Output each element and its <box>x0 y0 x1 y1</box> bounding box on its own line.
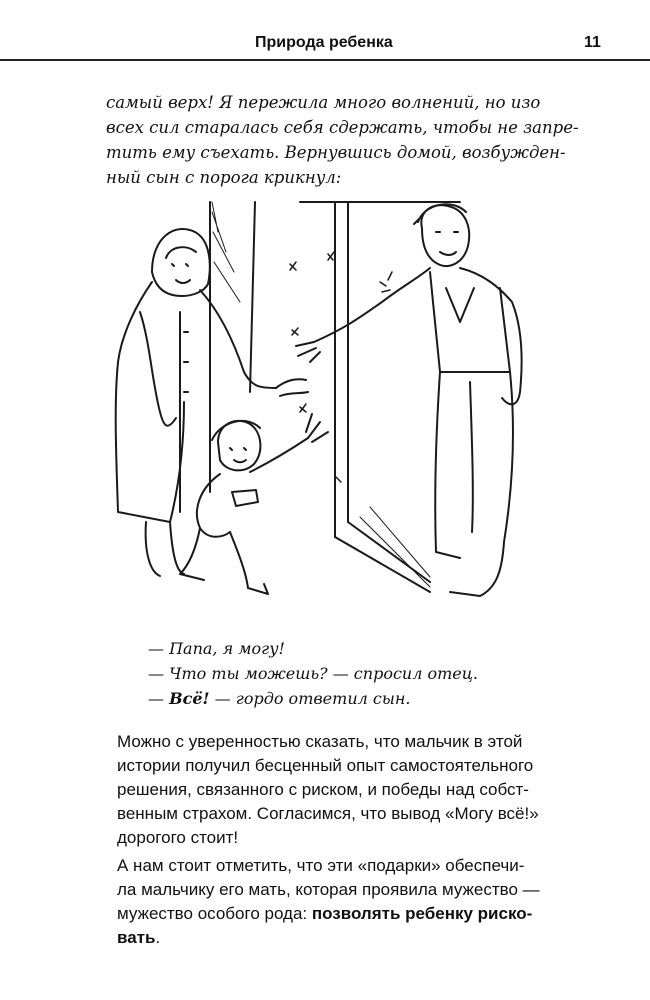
paragraph-line <box>117 926 577 950</box>
paragraph-end: . <box>155 928 161 947</box>
body-text <box>117 730 577 950</box>
dialogue-dash: — <box>148 689 170 708</box>
paragraph-line: Можно с уверенностью сказать, что мальчик в этой <box>117 732 523 751</box>
paragraph-line: венным страхом. Согласимся, что вывод «Могу всё!» <box>117 804 539 823</box>
intro-line: самый верх! Я пережила много волнений, но изо <box>106 93 541 112</box>
paragraph-line: дорогого стоит! <box>117 828 239 847</box>
dialogue-line: — Что ты можешь? — спросил отец. <box>148 664 479 683</box>
paragraph-emphasis: вать <box>117 928 156 947</box>
father-figure <box>296 204 522 596</box>
chapter-title: Природа ребенка <box>255 34 393 51</box>
paragraph-1 <box>117 730 577 850</box>
dialogue-emphasis: Всё! <box>169 689 210 708</box>
paragraph-2 <box>117 854 577 950</box>
doorway <box>210 202 460 592</box>
paragraph-line: А нам стоит отметить, что эти «подарки» обеспечи- <box>117 856 525 875</box>
running-head <box>0 28 650 60</box>
dialogue-block <box>148 636 568 711</box>
intro-paragraph <box>106 90 579 190</box>
grandmother-figure <box>116 229 308 576</box>
child-figure <box>180 414 328 594</box>
intro-line: всех сил старалась себя сдержать, чтобы не запре- <box>106 118 579 137</box>
family-illustration <box>100 192 540 612</box>
paragraph-line: ла мальчику его мать, которая проявила мужество — <box>117 880 540 899</box>
dialogue-line: — Папа, я могу! <box>148 639 285 658</box>
paragraph-line: решения, связанного с риском, и победы над собст- <box>117 780 529 799</box>
dialogue-line <box>148 686 568 711</box>
header-rule <box>0 59 650 61</box>
page-number: 11 <box>584 34 601 51</box>
paragraph-line <box>117 902 577 926</box>
paragraph-plain: мужество особого рода: <box>117 904 312 923</box>
paragraph-emphasis: позволять ребенку риско- <box>311 904 533 923</box>
dialogue-rest: — гордо ответил сын. <box>209 689 411 708</box>
intro-line: ный сын с порога крикнул: <box>106 168 342 187</box>
intro-line: тить ему съехать. Вернувшись домой, возбужден- <box>106 143 566 162</box>
paragraph-line: истории получил бесценный опыт самостоятельного <box>117 756 534 775</box>
